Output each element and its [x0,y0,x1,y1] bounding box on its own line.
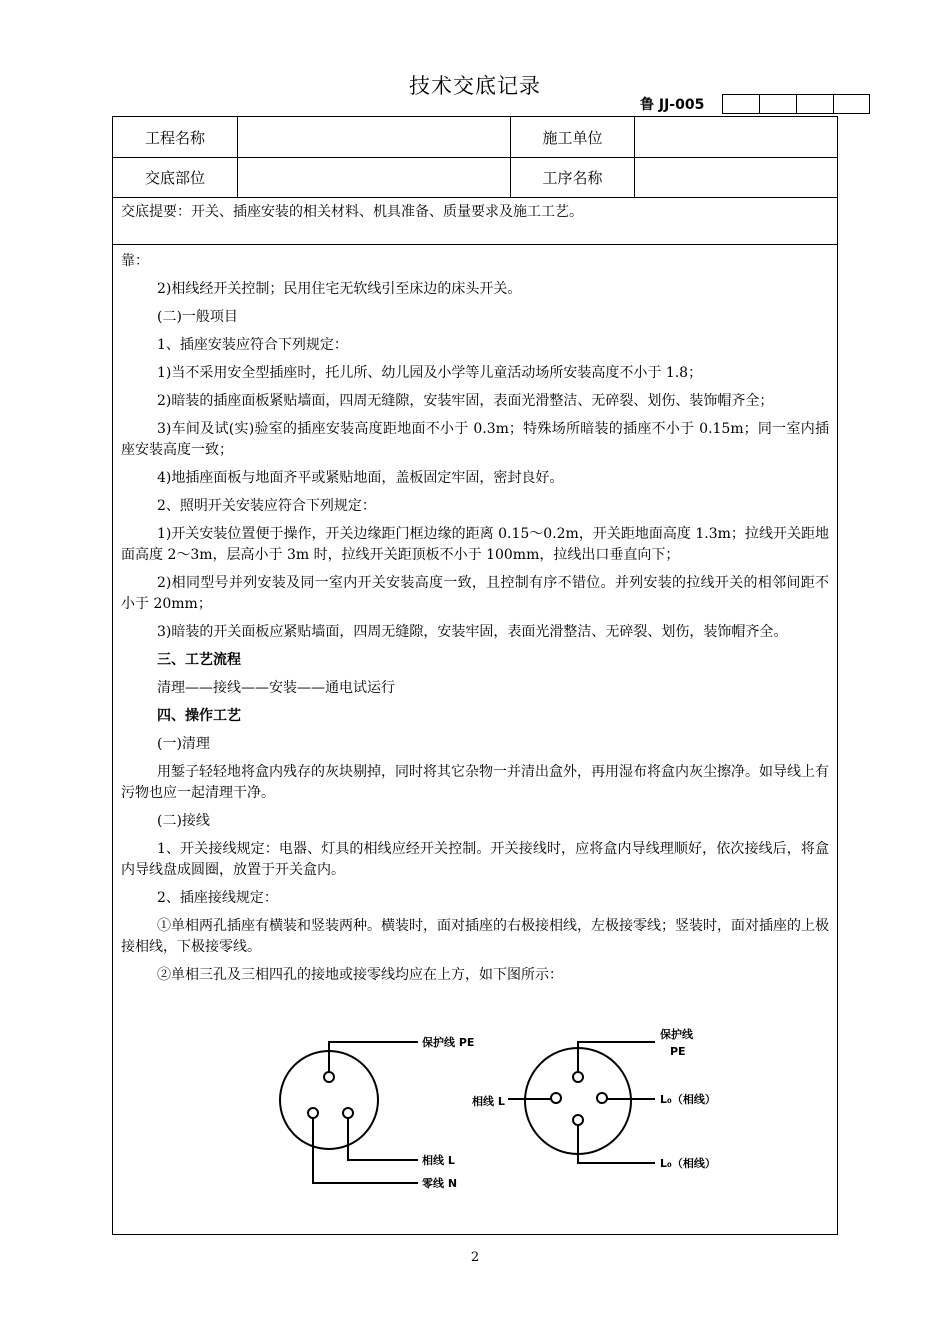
section-heading: 三、工艺流程 [157,652,241,668]
paragraph: 清理——接线——安装——通电试运行 [157,680,395,696]
paragraph: 1、开关接线规定：电器、灯具的相线应经开关控制。开关接线时，应将盒内导线理顺好，依次接线后，将盒内导线盘成圆圈，放置于开关盒内。 [121,841,829,878]
paragraph: 2)相同型号并列安装及同一室内开关安装高度一致，且控制有序不错位。并列安装的拉线开关的相邻间距不小于 20mm； [121,575,829,612]
pe-hole [573,1072,583,1082]
disclosure-part-label: 交底部位 [144,168,205,187]
l-bottom-lead [578,1125,655,1163]
form-code: 鲁 JJ-005 [640,97,705,113]
paragraph: 用錾子轻轻地将盒内残存的灰块剔掉，同时将其它杂物一并清出盒外，再用湿布将盒内灰尘擦净。如导线上有污物也应一起清理干净。 [121,764,829,801]
paragraph: ②单相三孔及三相四孔的接地或接零线均应在上方，如下图所示： [157,967,563,983]
label-l: 相线 L [422,1154,455,1167]
paragraph: 2)相线经开关控制；民用住宅无软线引至床边的床头开关。 [157,281,522,297]
construction-unit-value [635,117,837,157]
paragraph: 2)暗装的插座面板紧贴墙面，四周无缝隙，安装牢固，表面光滑整洁、无碎裂、划伤、装饰帽齐全； [157,393,774,409]
code-box [833,94,870,114]
project-name-label: 工程名称 [144,128,205,147]
disclosure-summary: 交底提要：开关、插座安装的相关材料、机具准备、质量要求及施工工艺。 [113,197,837,245]
paragraph: 1)开关安装位置便于操作，开关边缘距门框边缘的距离 0.15～0.2m，开关距地面高度 1.3m；拉线开关距地面高度 2～3m，层高小于 3m 时，拉线开关距顶板不小于 100mm，拉线出口垂直向下； [121,526,829,563]
label-pe-right: 保护线 [660,1028,693,1041]
pe-lead [578,1042,655,1072]
paragraph: (二)接线 [157,813,210,829]
project-name-value [238,117,510,157]
paragraph: (一)清理 [157,736,210,752]
paragraph: 2、照明开关安装应符合下列规定： [157,498,376,514]
process-name-label: 工序名称 [542,168,603,187]
paragraph: ①单相两孔插座有横装和竖装两种。横装时，面对插座的右极接相线，左极接零线；竖装时，面对插座的上极接相线，下极接零线。 [121,918,829,955]
code-box [759,94,796,114]
label-l-left: 相线 L [472,1095,505,1108]
pe-lead [329,1042,418,1072]
paragraph: 3)车间及试(实)验室的插座安装高度距地面不小于 0.3m；特殊场所暗装的插座不小于 0.15m；同一室内插座安装高度一致； [121,421,829,458]
paragraph: 1、插座安装应符合下列规定： [157,337,348,353]
code-box [722,94,759,114]
paragraph: 3)暗装的开关面板应紧贴墙面，四周无缝隙，安装牢固，表面光滑整洁、无碎裂、划伤，装饰帽齐全。 [157,624,788,640]
label-pe: 保护线 PE [422,1036,475,1049]
disclosure-part-value [238,157,510,197]
label-l0-bottom: L₀（相线） [660,1157,716,1170]
label-l0-right: L₀（相线） [660,1093,716,1106]
header-row-2 [113,157,837,198]
label-n: 零线 N [422,1177,458,1190]
l-hole [343,1108,353,1118]
paragraph: 1)当不采用安全型插座时，托儿所、幼儿园及小学等儿童活动场所安装高度不小于 1.8； [157,365,703,381]
code-box [796,94,833,114]
socket-wiring-diagram [150,1020,750,1200]
label-pe-right-2: PE [670,1045,686,1058]
paragraph: 2、插座接线规定： [157,890,278,906]
form-code-row [640,93,870,115]
section-heading: 四、操作工艺 [157,708,241,724]
paragraph: 靠： [121,253,149,269]
document-title: 技术交底记录 [409,74,541,98]
n-hole [308,1108,318,1118]
header-row-1 [113,117,837,158]
page-number: 2 [470,1250,480,1265]
process-name-value [635,157,837,197]
pe-hole [324,1072,334,1082]
paragraph: (二)一般项目 [157,309,238,325]
n-lead [313,1118,418,1183]
disclosure-content [121,251,829,993]
construction-unit-label: 施工单位 [542,128,603,147]
l-right-hole [597,1093,607,1103]
l-bottom-hole [573,1115,583,1125]
l-left-hole [551,1093,561,1103]
paragraph: 4)地插座面板与地面齐平或紧贴地面，盖板固定牢固，密封良好。 [157,470,564,486]
